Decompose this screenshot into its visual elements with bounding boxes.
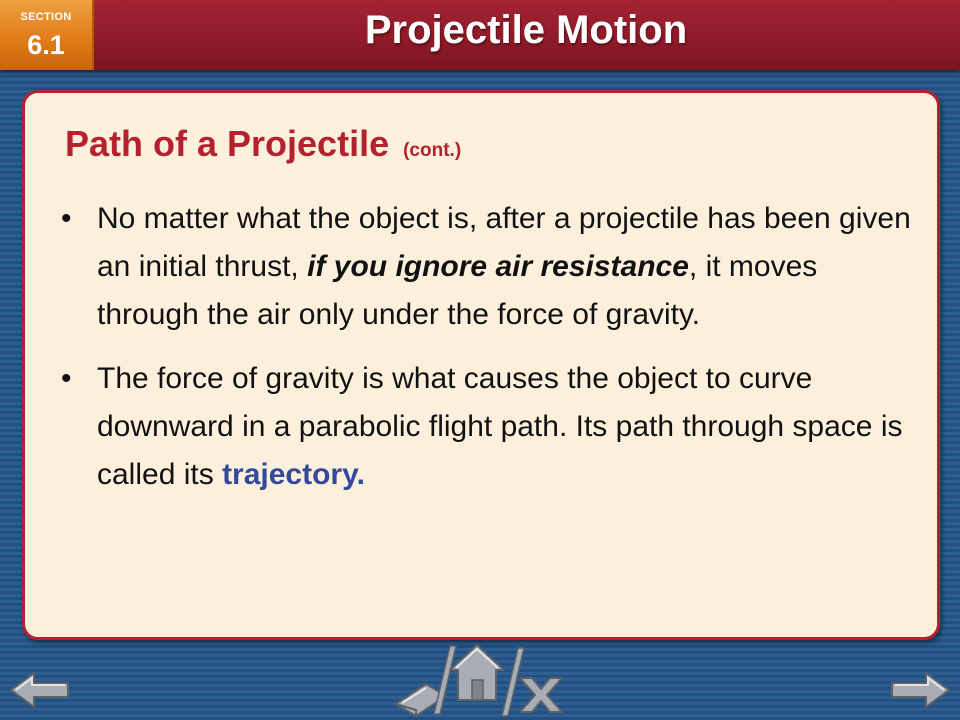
- content-panel: [22, 90, 940, 640]
- panel-heading-suffix: (cont.): [403, 140, 462, 161]
- bullet-text: The force of gravity is what causes the object to curve downward in a parabolic flight path. Its path through space is called its: [97, 362, 903, 491]
- section-badge: [0, 0, 94, 70]
- bullet-dot: •: [61, 202, 72, 235]
- navigation-bar: [0, 640, 960, 720]
- forward-arrow-icon[interactable]: [888, 670, 952, 710]
- bullet-item: [61, 355, 921, 499]
- vocab-term-period: .: [356, 458, 365, 491]
- bullet-dot: •: [61, 362, 72, 395]
- panel-heading: [65, 123, 461, 165]
- vocab-term: trajectory: [222, 458, 357, 491]
- bullet-item: [61, 195, 921, 339]
- header-bar: [0, 0, 960, 70]
- exit-icon[interactable]: [516, 674, 566, 716]
- slide-title: Projectile Motion: [364, 8, 688, 52]
- bullet-emphasis: if you ignore air resistance: [307, 250, 689, 283]
- bullet-list: [61, 195, 921, 515]
- section-number: 6.1: [27, 30, 65, 60]
- section-label: SECTION: [20, 11, 72, 23]
- home-icon[interactable]: [446, 642, 508, 704]
- bullet-text: No matter what the object is, after a projectile has been given an initial thrust,: [97, 202, 911, 283]
- bullet-text: , it moves through the air only under the force of gravity.: [97, 250, 818, 331]
- back-arrow-icon[interactable]: [8, 670, 72, 710]
- panel-heading-text: Path of a Projectile: [65, 123, 390, 164]
